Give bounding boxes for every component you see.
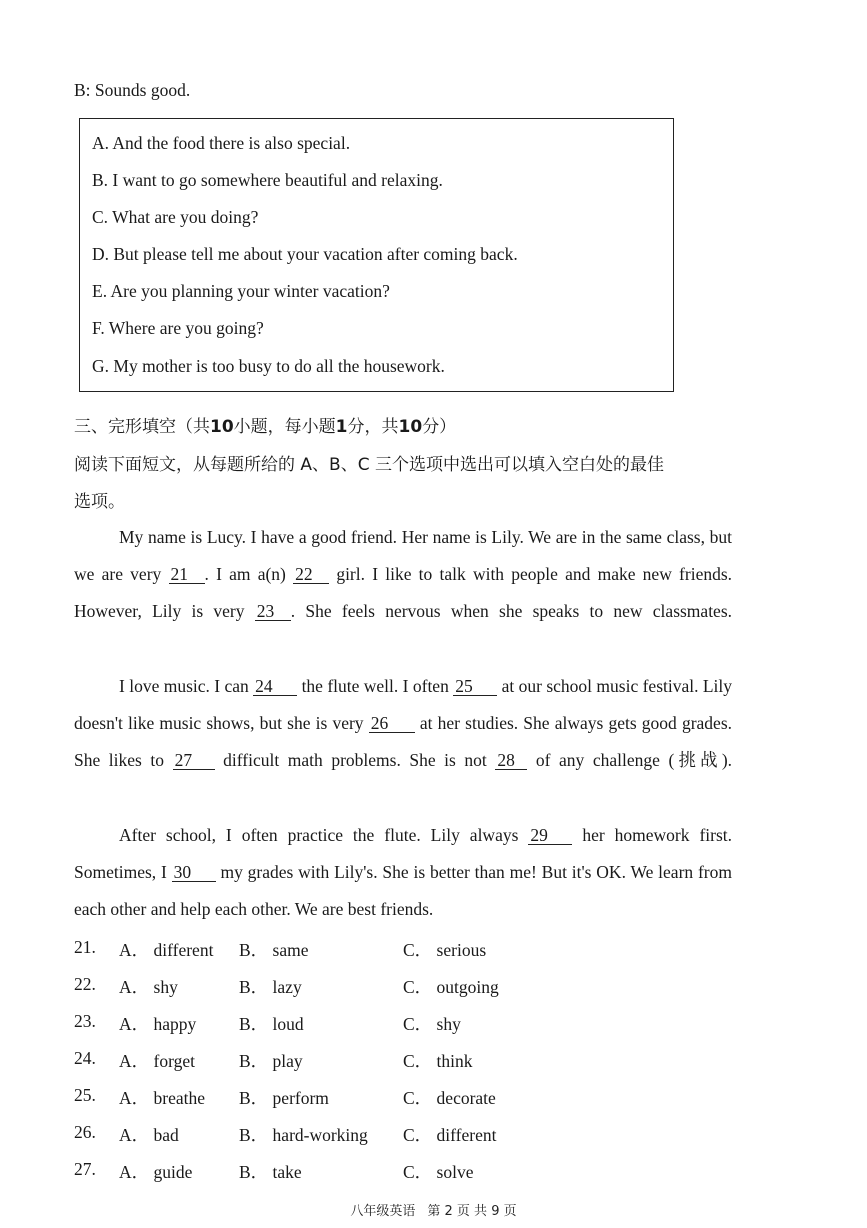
blank-25: 25 <box>453 677 497 696</box>
option-b: B. I want to go somewhere beautiful and relaxing. <box>92 170 443 190</box>
instruction-line-1: 阅读下面短文，从每题所给的 A、B、C 三个选项中选出可以填入空白处的最佳 <box>74 455 664 475</box>
blank-23: 23 <box>255 602 291 621</box>
option-d: D. But please tell me about your vacation after coming back. <box>92 244 518 264</box>
passage-paragraph-2: I love music. I can 24 the flute well. I often 25 at our school music festival. Lily doesn't like music shows, but she is very 26 at her studies. She always gets good grades. She likes to 27 difficult math problems. She is not 28 of any challenge (挑战). <box>74 676 733 771</box>
option-g: G. My mother is too busy to do all the housework. <box>92 356 445 376</box>
blank-30: 30 <box>172 863 216 882</box>
footer-subject: 八年级英语 <box>350 1204 416 1219</box>
dialog-line: B: Sounds good. <box>74 80 191 100</box>
option-e: E. Are you planning your winter vacation? <box>92 281 390 301</box>
passage-paragraph-1: My name is Lucy. I have a good friend. Her name is Lily. We are in the same class, but we are very 21 . I am a(n) 22 girl. I like to talk with people and make new friends. However, Lily is very 23 . She feels nervous when she speaks to new classmates. <box>74 527 733 622</box>
option-f: F. Where are you going? <box>92 318 264 338</box>
section-heading: 三、完形填空（共10小题，每小题1分，共10分） <box>74 417 457 437</box>
passage-paragraph-3: After school, I often practice the flute. Lily always 29 her homework first. Sometimes, I 30 my grades with Lily's. She is better than me! But it's OK. We learn from each other and help each other. We are best friends. <box>74 825 733 920</box>
footer-page-number: 第 2 页 共 9 页 <box>427 1204 517 1219</box>
blank-29: 29 <box>528 826 572 845</box>
blank-26: 26 <box>369 714 415 733</box>
options-box <box>79 118 674 392</box>
page-footer <box>0 1200 867 1219</box>
blank-22: 22 <box>293 565 329 584</box>
blank-24: 24 <box>253 677 297 696</box>
instruction-line-2: 选项。 <box>74 492 125 512</box>
blank-27: 27 <box>173 751 215 770</box>
blank-28: 28 <box>495 751 527 770</box>
option-a: A. And the food there is also special. <box>92 133 351 153</box>
blank-21: 21 <box>169 565 205 584</box>
option-c: C. What are you doing? <box>92 207 259 227</box>
